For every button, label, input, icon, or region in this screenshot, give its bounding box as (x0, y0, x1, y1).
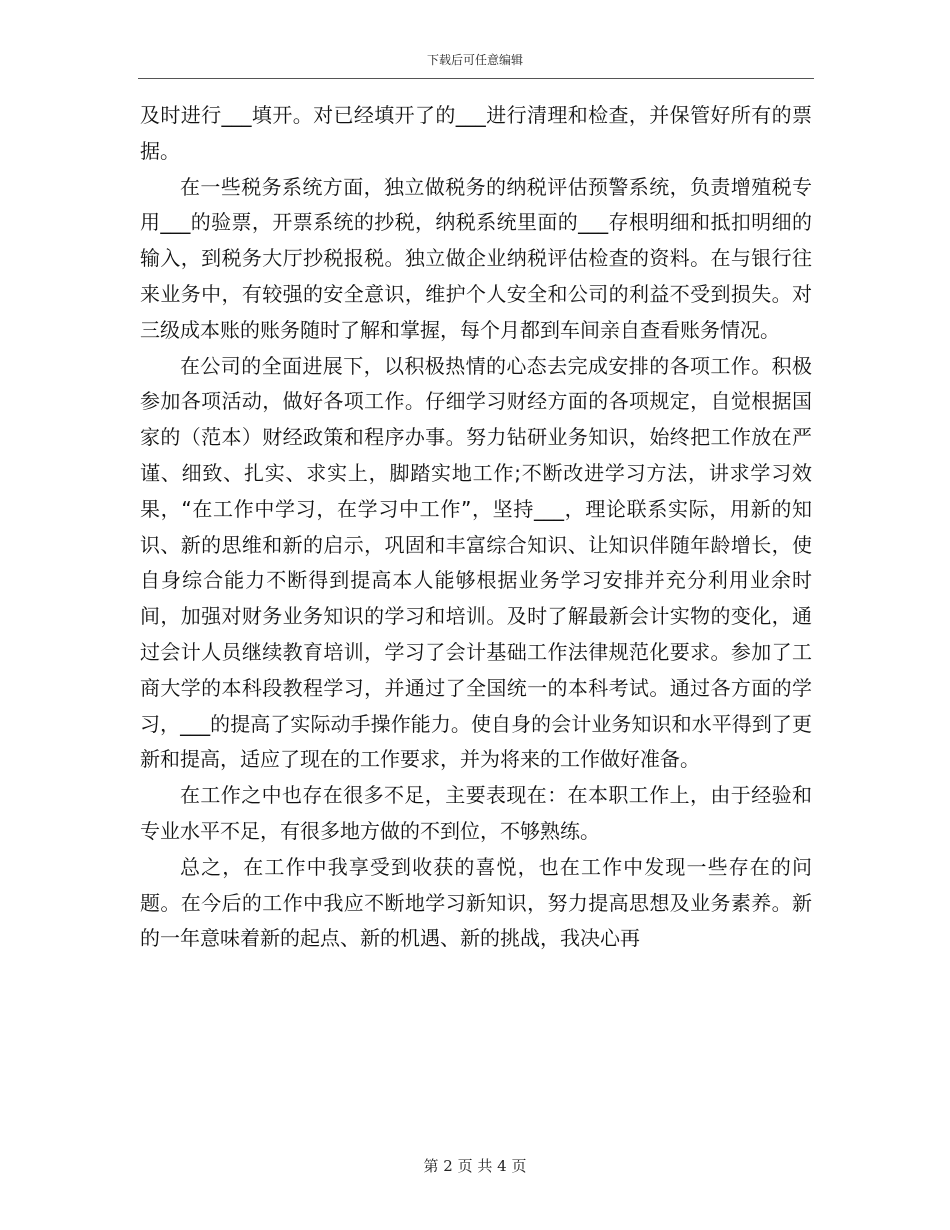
paragraph-shortcomings: 在工作之中也存在很多不足，主要表现在：在本职工作上，由于经验和专业水平不足，有很多地方做的不到位，不够熟练。 (140, 783, 812, 843)
paragraph-tax-system: 在一些税务系统方面，独立做税务的纳税评估预警系统，负责增殖税专用___的验票，开票系统的抄税，纳税系统里面的___存根明细和抵扣明细的输入，到税务大厅抄税报税。独立做企业纳税评估检查的资料。在与银行往来业务中，有较强的安全意识，维护个人安全和公司的利益不受到损失。对三级成本账的账务随时了解和掌握，每个月都到车间亲自查看账务情况。 (140, 174, 812, 342)
page-number: 第 2 页 共 4 页 (423, 1157, 527, 1175)
document-body (140, 98, 812, 957)
paragraph-continuation: 及时进行___填开。对已经填开了的___进行清理和检查，并保管好所有的票据。 (140, 103, 812, 163)
page-header: 下载后可任意编辑 (426, 53, 523, 67)
header-divider (138, 78, 814, 79)
paragraph-company-work: 在公司的全面进展下，以积极热情的心态去完成安排的各项工作。积极参加各项活动，做好各项工作。仔细学习财经方面的各项规定，自觉根据国家的（范本）财经政策和程序办事。努力钻研业务知识，始终把工作放在严谨、细致、扎实、求实上，脚踏实地工作;不断改进学习方法，讲求学习效果，“在工作中学习，在学习中工作”，坚持___，理论联系实际，用新的知识、新的思维和新的启示，巩固和丰富综合知识、让知识伴随年龄增长，使自身综合能力不断得到提高本人能够根据业务学习安排并充分利用业余时间，加强对财务业务知识的学习和培训。及时了解最新会计实物的变化，通过会计人员继续教育培训，学习了会计基础工作法律规范化要求。参加了工商大学的本科段教程学习，并通过了全国统一的本科考试。通过各方面的学习，___的提高了实际动手操作能力。使自身的会计业务知识和水平得到了更新和提高，适应了现在的工作要求，并为将来的工作做好准备。 (140, 353, 812, 772)
paragraph-summary: 总之，在工作中我享受到收获的喜悦，也在工作中发现一些存在的问题。在今后的工作中我应不断地学习新知识，努力提高思想及业务素养。新的一年意味着新的起点、新的机遇、新的挑战，我决心再 (140, 854, 812, 951)
